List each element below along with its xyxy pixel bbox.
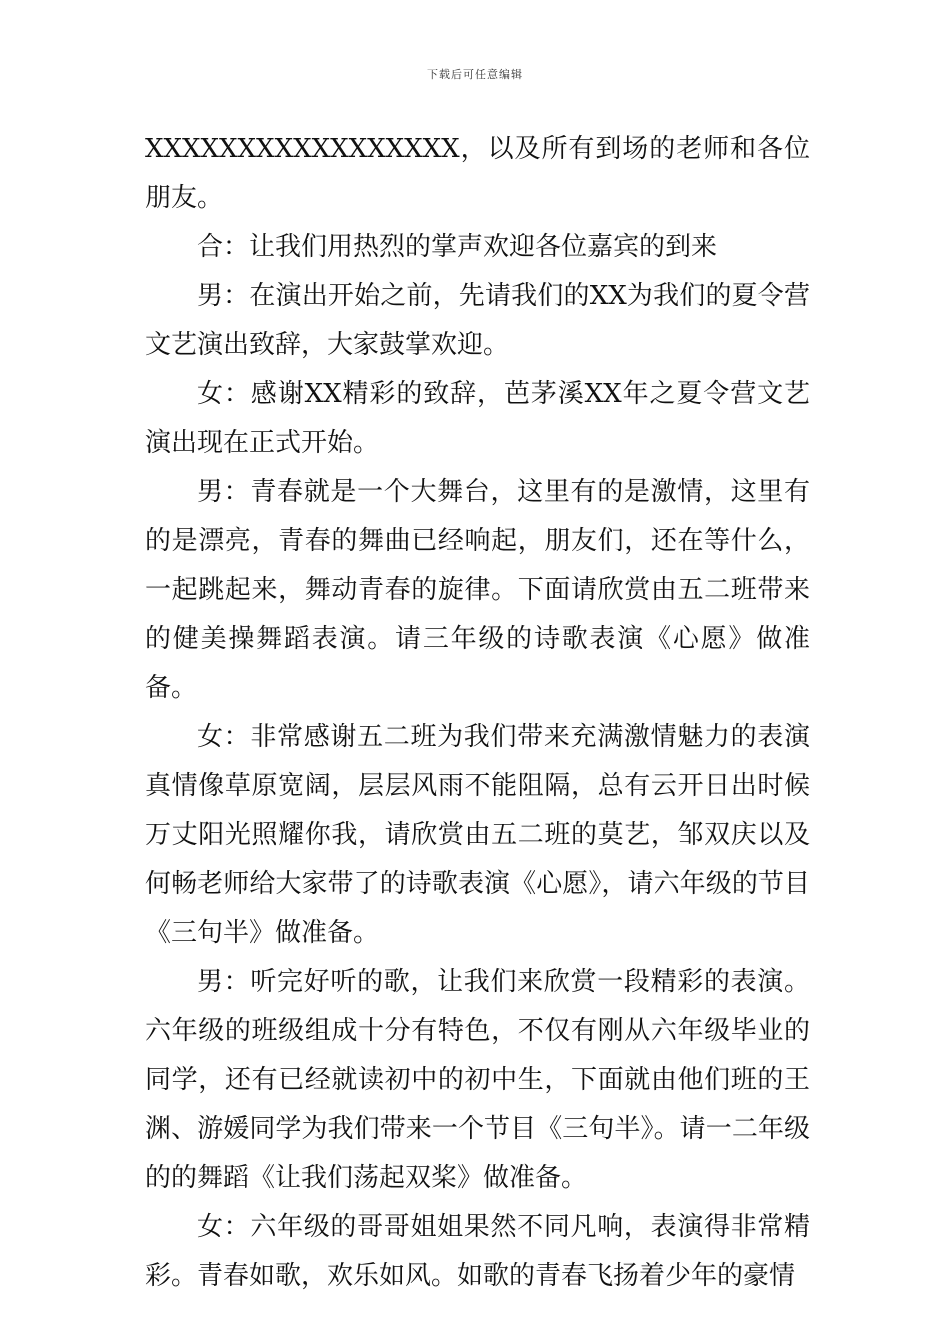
paragraph-male-opening-speech: 男：在演出开始之前，先请我们的XX为我们的夏令营文艺演出致辞，大家鼓掌欢迎。 bbox=[145, 281, 810, 360]
paragraph-male-dance-intro: 男：青春就是一个大舞台，这里有的是激情，这里有的是漂亮，青春的舞曲已经响起，朋友们，还在等什么，一起跳起来，舞动青春的旋律。下面请欣赏由五二班带来的健美操舞蹈表演。请三年级的诗歌表演《心愿》做准备。 bbox=[145, 477, 810, 703]
paragraph-male-sketch-intro: 男：听完好听的歌，让我们来欣赏一段精彩的表演。六年级的班级组成十分有特色，不仅有刚从六年级毕业的同学，还有已经就读初中的初中生，下面就由他们班的王渊、游媛同学为我们带来一个节目《三句半》。请一二年级的的舞蹈《让我们荡起双桨》做准备。 bbox=[145, 967, 810, 1193]
paragraph-chorus-welcome: 合：让我们用热烈的掌声欢迎各位嘉宾的到来 bbox=[197, 232, 718, 262]
document-body bbox=[145, 125, 810, 1301]
paragraph-female-poem-intro: 女：非常感谢五二班为我们带来充满激情魅力的表演真情像草原宽阔，层层风雨不能阻隔，总有云开日出时候万丈阳光照耀你我，请欣赏由五二班的莫艺，邹双庆以及何畅老师给大家带了的诗歌表演《心愿》，请六年级的节目《三句半》做准备。 bbox=[145, 722, 810, 948]
paragraph-female-praise: 女：六年级的哥哥姐姐果然不同凡响，表演得非常精彩。青春如歌，欢乐如风。如歌的青春飞扬着少年的豪情 bbox=[145, 1212, 810, 1291]
paragraph-greeting-continued: XXXXXXXXXXXXXXXXX，以及所有到场的老师和各位朋友。 bbox=[145, 134, 810, 213]
page-header-note: 下载后可任意编辑 bbox=[427, 68, 523, 81]
paragraph-female-start: 女：感谢XX精彩的致辞，芭茅溪XX年之夏令营文艺演出现在正式开始。 bbox=[145, 379, 810, 458]
